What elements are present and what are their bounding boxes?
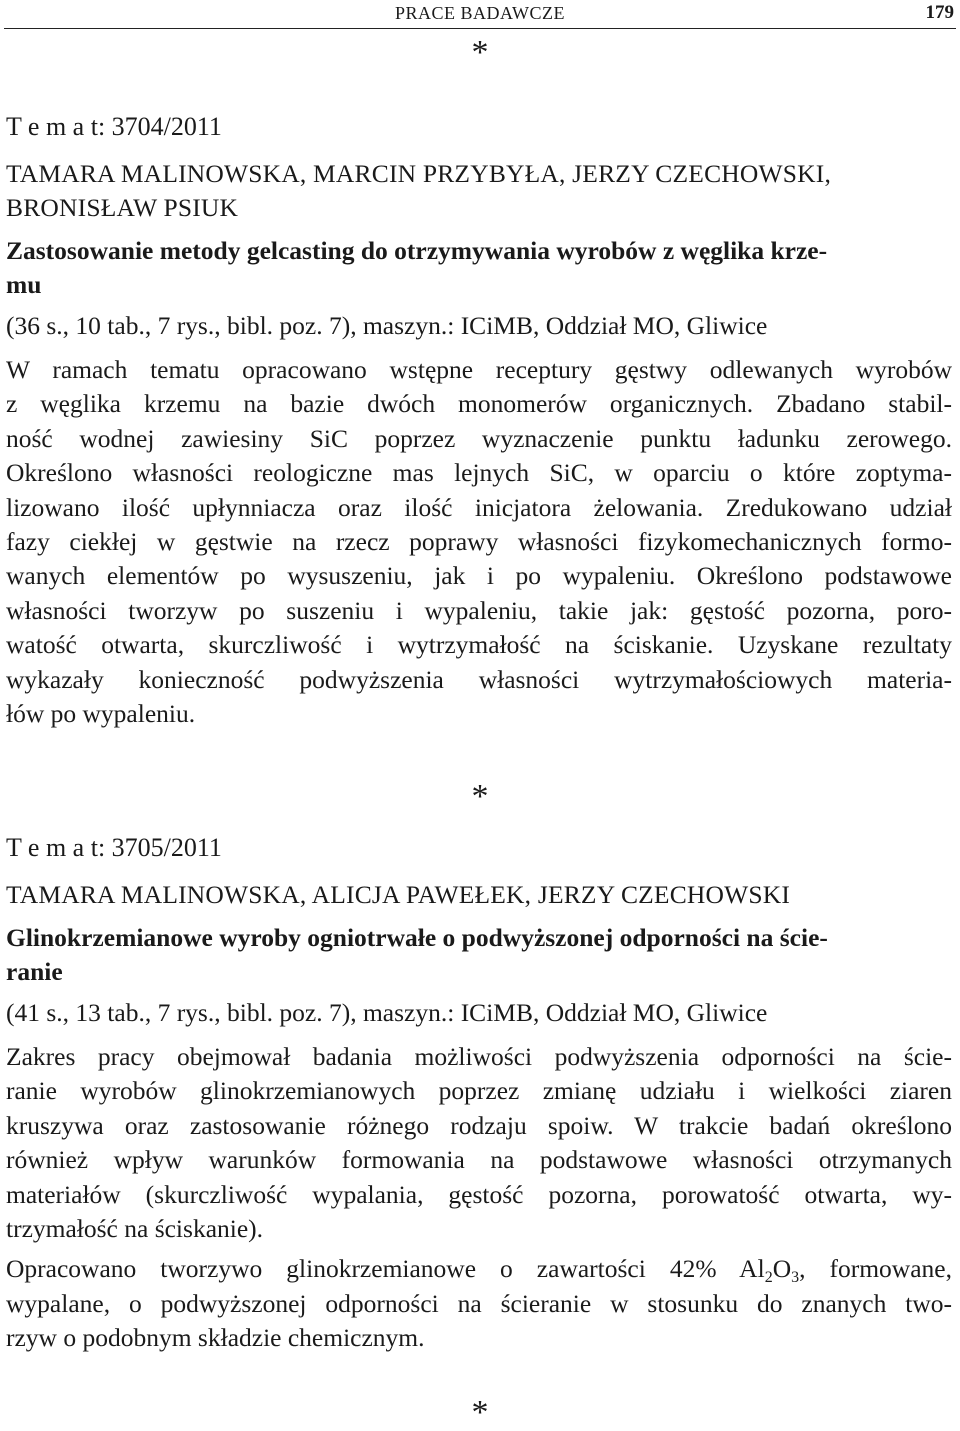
topic-number: T e m a t: 3705/2011 [6, 833, 222, 862]
abstract-line: materiałów (skurczliwość wypalania, gęstość pozorna, porowatość otwarta, wy- [6, 1179, 952, 1209]
formula-text: , formowane, [799, 1254, 952, 1284]
subscript: 3 [791, 1269, 800, 1287]
separator-asterisk: * [471, 778, 489, 815]
abstract-line: lizowano ilość upłynniacza oraz ilość inicjatora żelowania. Zredukowano udział [6, 492, 952, 522]
abstract-line: wykazały konieczność podwyższenia własności wytrzymałościowych materia- [6, 664, 952, 694]
abstract-line: wypalane, o podwyższonej odporności na ścieranie w stosunku do znanych two- [6, 1288, 952, 1318]
abstract-line: ność wodnej zawiesiny SiC poprzez wyznaczenie punktu ładunku zerowego. [6, 423, 952, 453]
abstract-line: Zakres pracy obejmował badania możliwości podwyższenia odporności na ście- [6, 1042, 952, 1071]
formula-text: O [772, 1254, 792, 1284]
entry-3705 [6, 831, 952, 1356]
abstract-line [6, 1252, 952, 1286]
title-line: mu [6, 270, 42, 299]
subscript: 2 [764, 1269, 773, 1287]
separator-asterisk: * [471, 1394, 489, 1431]
formula-text: Opracowano tworzywo glinokrzemianowe o zawartości 42% Al [6, 1254, 765, 1284]
abstract-line: fazy ciekłej w gęstwie na rzecz poprawy własności fizykomechanicznych formo- [6, 527, 952, 557]
entry-meta: (36 s., 10 tab., 7 rys., bibl. poz. 7), maszyn.: ICiMB, Oddział MO, Gliwice [6, 311, 768, 340]
entry-title [6, 234, 952, 302]
authors [6, 878, 952, 912]
abstract-line: również wpływ warunków formowania na podstawowe własności otrzymanych [6, 1145, 952, 1175]
abstract-paragraph-2 [6, 1252, 952, 1355]
abstract-line: kruszywa oraz zastosowanie różnego rodzaju spoiw. W trakcie badań określono [6, 1110, 952, 1140]
entry-meta: (41 s., 13 tab., 7 rys., bibl. poz. 7), maszyn.: ICiMB, Oddział MO, Gliwice [6, 998, 768, 1027]
abstract-line: ranie wyrobów glinokrzemianowych poprzez zmianę udziału i wielkości ziaren [6, 1076, 952, 1106]
abstract-line: watość otwarta, skurczliwość i wytrzymałość na ściskanie. Uzyskane rezultaty [6, 630, 952, 660]
abstract-line: łów po wypaleniu. [6, 699, 196, 729]
title-line: Glinokrzemianowe wyroby ogniotrwałe o podwyższonej odporności na ście- [6, 923, 828, 952]
abstract-line: własności tworzyw po suszeniu i wypaleniu, takie jak: gęstość pozorna, poro- [6, 595, 952, 625]
authors-line: TAMARA MALINOWSKA, MARCIN PRZYBYŁA, JERZY CZECHOWSKI, [6, 159, 832, 188]
authors-line: TAMARA MALINOWSKA, ALICJA PAWEŁEK, JERZY CZECHOWSKI [6, 880, 791, 909]
abstract [6, 1040, 952, 1246]
abstract-line: trzymałość na ściskanie). [6, 1214, 264, 1244]
header-rule [4, 28, 956, 29]
entry-title [6, 921, 952, 989]
title-line: ranie [6, 957, 63, 986]
page-number: 179 [925, 2, 954, 23]
separator-asterisk: * [471, 34, 489, 71]
abstract-line: wanych elementów po wysuszeniu, jak i po wypaleniu. Określono podstawowe [6, 561, 952, 591]
abstract [6, 353, 952, 731]
authors-line: BRONISŁAW PSIUK [6, 193, 239, 222]
topic-number: T e m a t: 3704/2011 [6, 112, 222, 141]
abstract-line: rzyw o podobnym składzie chemicznym. [6, 1323, 425, 1353]
abstract-line: Określono własności reologiczne mas lejnych SiC, w oparciu o które zoptyma- [6, 458, 952, 488]
authors [6, 157, 952, 225]
entry-3704 [6, 110, 952, 731]
running-head: PRACE BADAWCZE [394, 3, 566, 23]
abstract-line: z węglika krzemu na bazie dwóch monomerów organicznych. Zbadano stabil- [6, 389, 952, 419]
abstract-line: W ramach tematu opracowano wstępne receptury gęstwy odlewanych wyrobów [6, 355, 952, 384]
title-line: Zastosowanie metody gelcasting do otrzymywania wyrobów z węglika krze- [6, 236, 828, 265]
